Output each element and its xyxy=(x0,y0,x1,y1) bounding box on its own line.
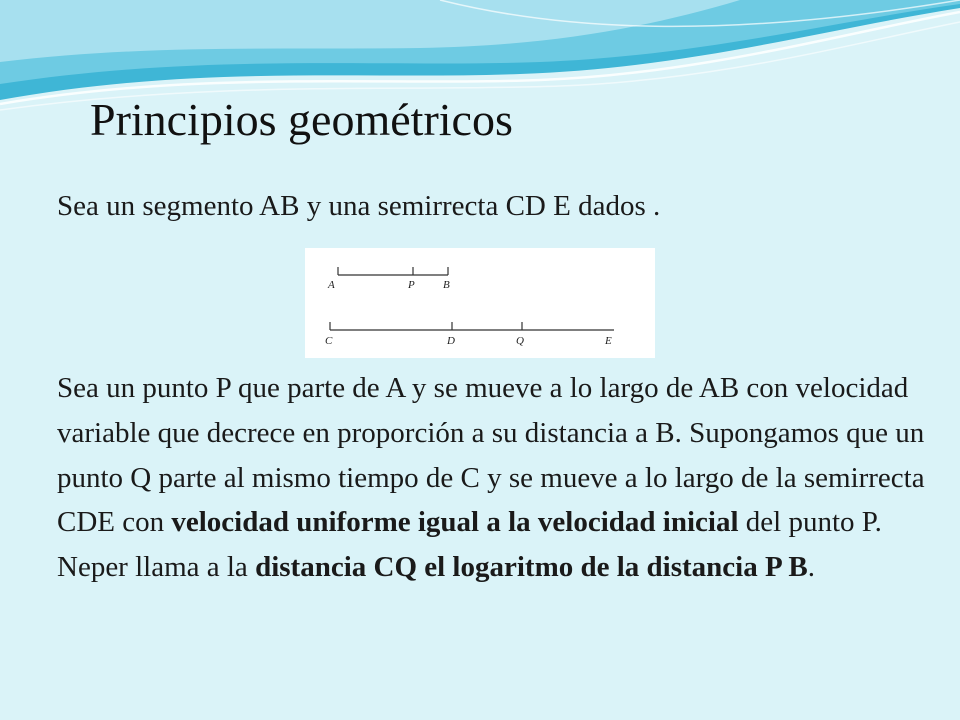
emphasis-text: distancia CQ el logaritmo de la distancia P B xyxy=(255,551,808,584)
body-text-run: . xyxy=(807,551,815,584)
label-p: P xyxy=(408,279,415,291)
body-text-run: del punto P. xyxy=(738,506,882,539)
label-a: A xyxy=(328,279,335,291)
label-b: B xyxy=(443,279,450,291)
emphasis-text: velocidad uniforme igual a la velocidad inicial xyxy=(171,506,739,539)
label-d: D xyxy=(447,335,455,347)
segment-diagram xyxy=(305,248,655,358)
body-text-run: Sea un punto P que parte de A y se mueve a lo largo de AB con velocidad variable que decrece en proporción a su distancia a B. Supongamos que un punto Q parte al mismo tiempo de C y se mueve a lo largo de la semirrecta CDE con xyxy=(57,372,925,539)
slide-title: Principios geométricos xyxy=(90,94,513,145)
intro-text: Sea un segmento AB y una semirrecta CD E dados . xyxy=(57,190,661,222)
body-paragraph xyxy=(57,366,937,590)
body-text-run: Neper llama a la xyxy=(57,551,256,584)
label-e: E xyxy=(605,335,612,347)
label-q: Q xyxy=(516,335,524,347)
label-c: C xyxy=(325,335,333,347)
